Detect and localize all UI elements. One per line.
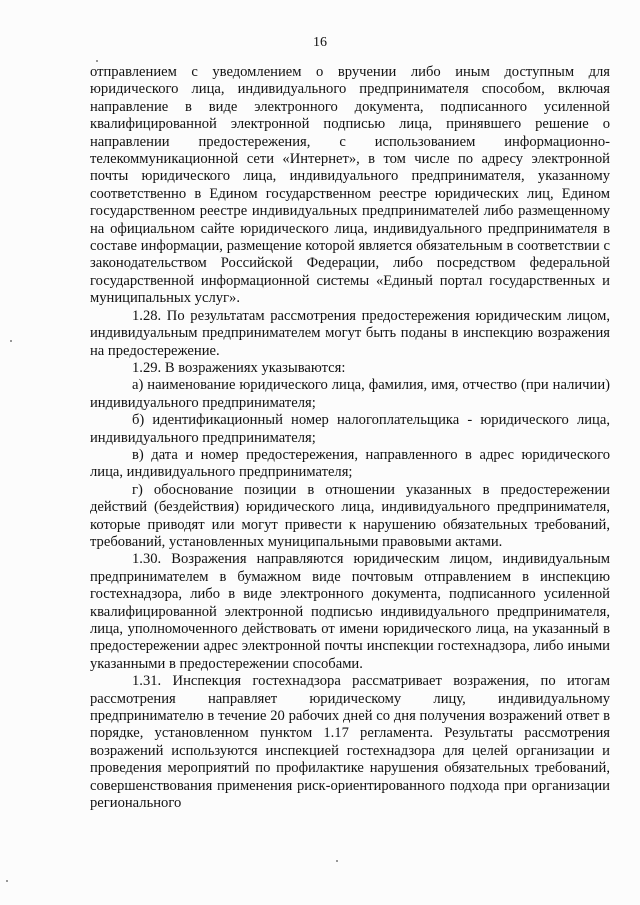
paragraph-1-30: 1.30. Возражения направляются юридическим лицом, индивидуальным предпринимателем в бумажном виде почтовым отправлением в инспекцию гостехнадзора, либо в виде электронного документа, подписанного усиленной квалифицированной электронной подписью индивидуального предпринимателя, лица, уполномоченного действовать от имени юридического лица, на указанный в предостережении адрес электронной почты инспекции гостехнадзора, либо иными указанными в предостережении способами. [90, 551, 610, 672]
list-item-v: в) дата и номер предостережения, направленного в адрес юридического лица, индивидуального предпринимателя; [90, 446, 610, 481]
list-item-b: б) идентификационный номер налогоплательщика - юридического лица, индивидуального предпринимателя; [90, 412, 610, 446]
list-item-a: а) наименование юридического лица, фамилия, имя, отчество (при наличии) индивидуального предпринимателя; [90, 377, 610, 411]
page-number: 16 [313, 35, 327, 50]
scan-speck [10, 340, 12, 342]
paragraph-1-31: 1.31. Инспекция гостехнадзора рассматривает возражения, по итогам рассмотрения направляет юридическому лицу, индивидуальному предпринимателю в течение 20 рабочих дней со дня получения возражений ответ в порядке, установленном пунктом 1.17 регламента. Результаты рассмотрения возражений используются инспекцией гостехнадзора для целей организации и проведения мероприятий по профилактике нарушения обязательных требований, совершенствования применения риск-ориентированного подхода при организации регионального [90, 673, 610, 812]
document-body [90, 64, 610, 812]
scan-speck [6, 880, 8, 882]
scan-speck [336, 860, 338, 862]
paragraph-1-28: 1.28. По результатам рассмотрения предостережения юридическим лицом, индивидуальным предпринимателем могут быть поданы в инспекцию возражения на предостережение. [90, 307, 610, 359]
scan-speck [96, 60, 98, 62]
paragraph-continuation: отправлением с уведомлением о вручении либо иным доступным для юридического лица, индивидуального предпринимателя способом, включая направление в виде электронного документа, подписанного усиленной квалифицированной электронной подписью лица, принявшего решение о направлении предостережения, с использованием информационно-телекоммуникационной сети «Интернет», в том числе по адресу электронной почты юридического лица, индивидуального предпринимателя, указанному соответственно в Едином государственном реестре юридических лиц, Едином государственном реестре индивидуальных предпринимателей либо размещенному на официальном сайте юридического лица, индивидуального предпринимателя в составе информации, размещение которой является обязательным в соответствии с законодательством Российской Федерации, либо посредством федеральной государственной информационной системы «Единый портал государственных и муниципальных услуг». [90, 64, 610, 307]
paragraph-1-29: 1.29. В возражениях указываются: [132, 359, 346, 376]
list-item-g: г) обоснование позиции в отношении указанных в предостережении действий (бездействия) юридического лица, индивидуального предпринимателя, которые приводят или могут привести к нарушению обязательных требований, требований, установленных муниципальными правовыми актами. [90, 481, 610, 550]
